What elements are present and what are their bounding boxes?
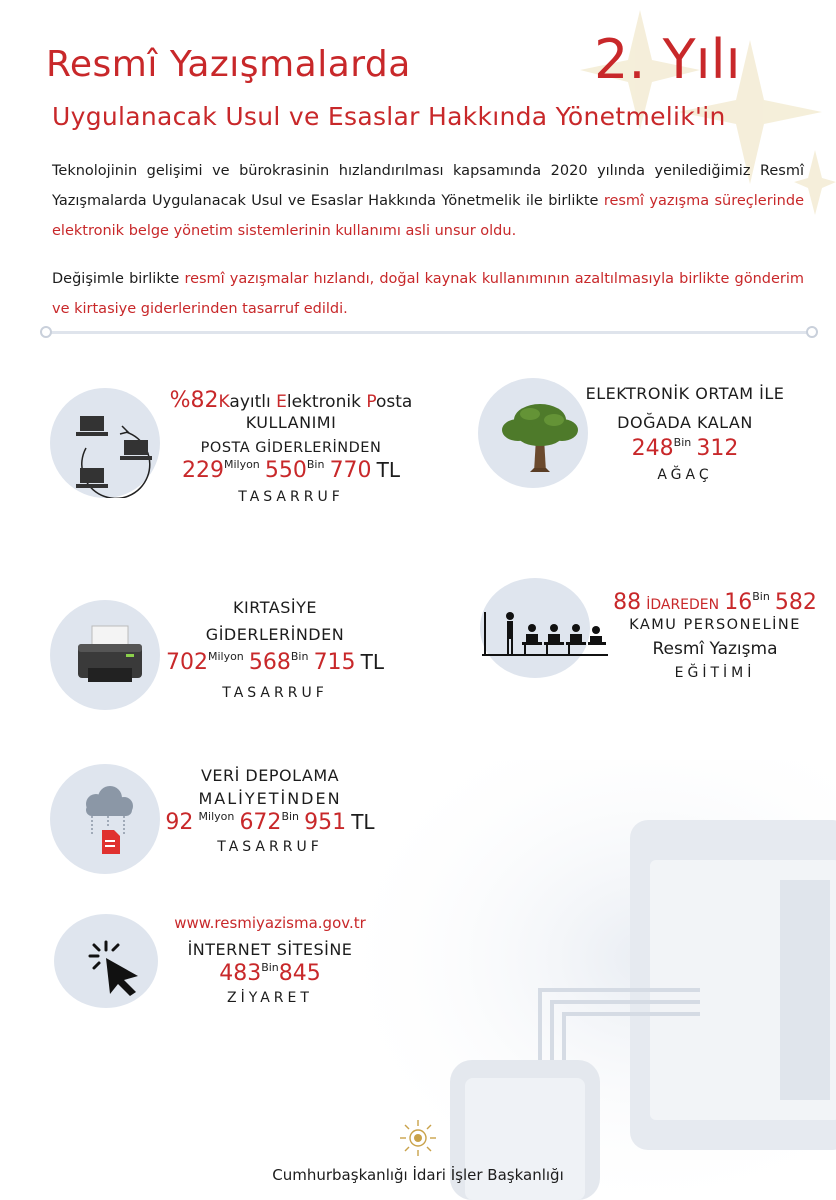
- amount-value: 568: [248, 650, 291, 675]
- amount-value: 550: [264, 458, 307, 483]
- amount-value: 92: [165, 810, 194, 835]
- kep-word: osta: [376, 392, 413, 412]
- visit-label: ZİYARET: [227, 990, 313, 1006]
- divider-dot: [40, 326, 52, 338]
- amount-value: 715: [313, 650, 356, 675]
- website-link[interactable]: www.resmiyazisma.gov.tr: [174, 914, 366, 932]
- tree-label: AĞAÇ: [657, 467, 713, 483]
- training-admins: İDAREDEN: [646, 597, 720, 613]
- divider-dot: [806, 326, 818, 338]
- kep-word: ayıtlı: [229, 392, 277, 412]
- year-badge: 2. Yılı: [594, 28, 741, 91]
- amount-value: 582: [774, 590, 817, 615]
- tree-stat: [560, 384, 810, 483]
- currency: TL: [351, 810, 375, 834]
- amount-value: 312: [696, 436, 739, 461]
- tree-line1: ELEKTRONİK ORTAM İLE: [585, 384, 785, 403]
- amount-value: 16: [724, 590, 753, 615]
- intro-text: Teknolojinin gelişimi ve bürokrasinin hızlandırılması kapsamında 2020 yılında yenilediğimiz Resmî Yazışmalarda Uygulanacak Usul ve Esaslar Hakkında Yönetmelik ile birlikte: [52, 163, 804, 209]
- kep-stat: [152, 388, 430, 505]
- stationery-stat: [150, 598, 400, 701]
- amount-value: 483: [219, 961, 262, 986]
- kep-label: POSTA GİDERLERİNDEN: [200, 440, 382, 456]
- storage-line1: VERİ DEPOLAMA: [200, 766, 340, 785]
- intro-paragraph-1: [52, 156, 804, 246]
- kep-usage: KULLANIMI: [245, 413, 337, 432]
- amount-value: 672: [239, 810, 282, 835]
- storage-stat: [150, 766, 390, 855]
- amount-unit: Bin: [673, 436, 692, 449]
- amount-value: 770: [329, 458, 372, 483]
- web-stat: [150, 914, 390, 1006]
- storage-line2: MALİYETİNDEN: [198, 789, 342, 808]
- intro-highlight: resmî yazışma süreçlerinde elektronik belge yönetim sistemlerinin kullanımı asli unsur oldu.: [52, 193, 804, 239]
- amount-unit: Bin: [281, 810, 300, 823]
- page-title: Resmî Yazışmalarda: [46, 44, 411, 85]
- amount-value: 951: [304, 810, 347, 835]
- kep-percent: %82: [169, 388, 219, 413]
- network-computers-icon: [66, 410, 158, 498]
- savings-label: TASARRUF: [238, 489, 344, 505]
- kep-initial: E: [276, 392, 287, 412]
- presidential-emblem-icon: [394, 1118, 442, 1160]
- amount-unit: Milyon: [198, 810, 235, 823]
- intro-text: Değişimle birlikte: [52, 271, 185, 287]
- savings-label: TASARRUF: [217, 839, 323, 855]
- amount-value: 88: [613, 590, 642, 615]
- web-line2: İNTERNET SİTESİNE: [187, 940, 353, 959]
- cloud-document-icon: [76, 786, 140, 856]
- kep-initial: P: [366, 392, 376, 412]
- currency: TL: [360, 650, 385, 674]
- section-divider: [44, 331, 816, 334]
- training-line3: Resmî Yazışma: [652, 639, 778, 659]
- currency: TL: [376, 458, 401, 482]
- organization-name: Cumhurbaşkanlığı İdari İşler Başkanlığı: [272, 1166, 564, 1184]
- kep-word: lektronik: [286, 392, 367, 412]
- savings-label: TASARRUF: [222, 685, 328, 701]
- stationery-line2: GİDERLERİNDEN: [205, 625, 345, 644]
- training-stat: [600, 590, 830, 681]
- printer-icon: [74, 624, 146, 692]
- training-line2: KAMU PERSONELİNE: [629, 617, 801, 633]
- stationery-line1: KIRTASİYE: [233, 598, 317, 617]
- page-subtitle: Uygulanacak Usul ve Esaslar Hakkında Yönetmelik'in: [52, 102, 726, 131]
- amount-unit: Bin: [306, 458, 325, 471]
- amount-unit: Bin: [290, 650, 309, 663]
- training-label: EĞİTİMİ: [674, 665, 756, 681]
- amount-unit: Bin: [752, 590, 770, 603]
- amount-unit: Milyon: [207, 650, 244, 663]
- classroom-icon: [482, 606, 608, 660]
- intro-paragraph-2: [52, 264, 804, 324]
- kep-initial: K: [218, 392, 230, 412]
- amount-value: 702: [165, 650, 208, 675]
- amount-value: 845: [278, 961, 321, 986]
- amount-value: 248: [631, 436, 674, 461]
- amount-value: 229: [181, 458, 224, 483]
- tree-line2: DOĞADA KALAN: [617, 413, 753, 432]
- cursor-click-icon: [82, 938, 144, 998]
- amount-unit: Bin: [261, 961, 279, 974]
- intro-highlight: resmî yazışmalar hızlandı, doğal kaynak kullanımının azaltılmasıyla birlikte gönderim ve kirtasiye giderlerinden tasarruf edildi.: [52, 271, 804, 317]
- amount-unit: Milyon: [223, 458, 260, 471]
